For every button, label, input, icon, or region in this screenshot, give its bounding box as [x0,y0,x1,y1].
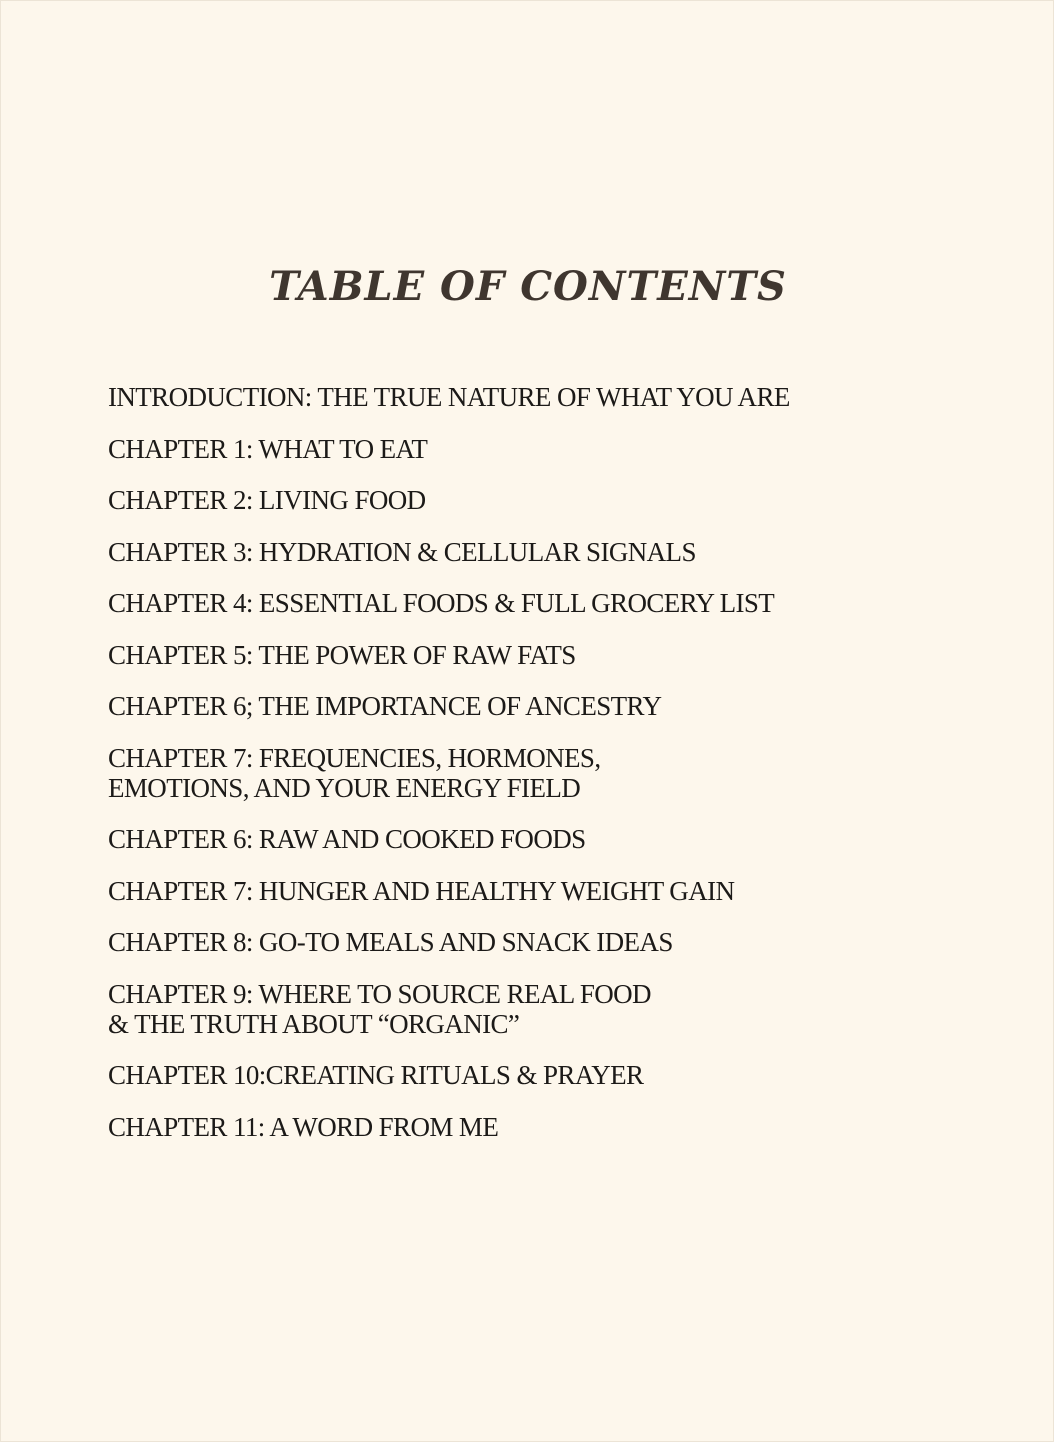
toc-entry [108,1060,928,1090]
toc-entry-line: CHAPTER 7: HUNGER AND HEALTHY WEIGHT GAIN [108,875,735,906]
toc-entry-line: CHAPTER 2: LIVING FOOD [108,485,426,515]
toc-entry-line: EMOTIONS, AND YOUR ENERGY FIELD [108,772,581,803]
toc-entry [108,691,928,721]
toc-entry [108,927,928,957]
toc-entry-line: CHAPTER 10:CREATING RITUALS & PRAYER [108,1060,644,1090]
toc-entry-line: CHAPTER 6; THE IMPORTANCE OF ANCESTRY [108,691,662,721]
toc-entry-line: CHAPTER 6: RAW AND COOKED FOODS [108,824,586,854]
toc-entry-line: INTRODUCTION: THE TRUE NATURE OF WHAT YOU ARE [108,382,790,412]
toc-entry [108,588,928,618]
toc-entry [108,979,928,1039]
page-title: TABLE OF CONTENTS [269,263,787,310]
toc-entry-line: CHAPTER 4: ESSENTIAL FOODS & FULL GROCERY LIST [108,588,775,618]
toc-entry-line: CHAPTER 8: GO-TO MEALS AND SNACK IDEAS [108,927,673,957]
toc-entry [108,876,928,906]
toc-entry [108,743,928,803]
toc-entry-line: CHAPTER 11: A WORD FROM ME [108,1111,499,1142]
toc-entry-line: CHAPTER 7: FREQUENCIES, HORMONES, [108,742,601,773]
toc-entry [108,824,928,854]
table-of-contents-list [108,382,928,1163]
toc-entry-line: CHAPTER 3: HYDRATION & CELLULAR SIGNALS [108,536,696,567]
toc-entry [108,1112,928,1142]
toc-entry [108,434,928,464]
toc-entry [108,537,928,567]
toc-entry-line: CHAPTER 5: THE POWER OF RAW FATS [108,639,576,670]
toc-entry-line: CHAPTER 1: WHAT TO EAT [108,433,428,464]
toc-entry-line: CHAPTER 9: WHERE TO SOURCE REAL FOOD [108,978,651,1009]
toc-entry [108,382,928,412]
toc-entry [108,640,928,670]
toc-entry [108,485,928,515]
toc-entry-line: & THE TRUTH ABOUT “ORGANIC” [108,1008,520,1039]
